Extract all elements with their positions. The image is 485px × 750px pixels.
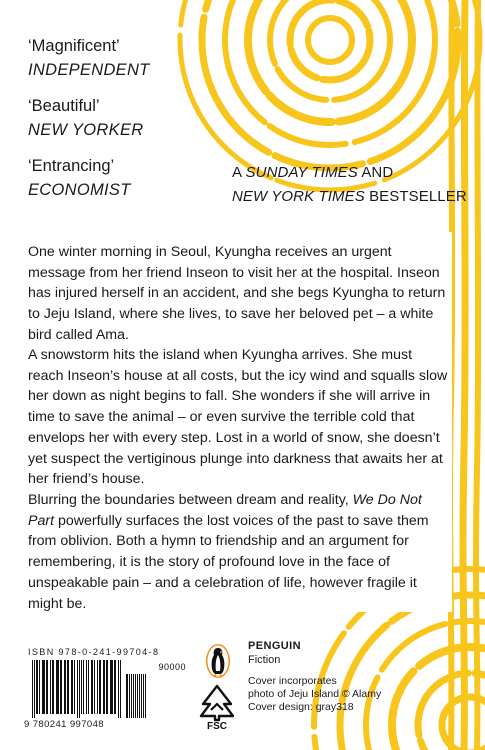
barcode-bar [81, 660, 82, 714]
tagline-line-2: NEW YORK TIMES BESTSELLER [232, 188, 467, 205]
stripe [476, 0, 478, 750]
ring [290, 0, 370, 80]
barcode-bar [129, 674, 130, 718]
tagline-line-1: A SUNDAY TIMES AND [232, 164, 394, 181]
barcode-bar [99, 660, 101, 714]
barcode-bar [39, 660, 40, 714]
quote-text: ‘Beautiful’ [28, 97, 100, 115]
fsc-wordmark: FSC [207, 721, 227, 730]
barcode-bar [71, 660, 73, 714]
barcode-bar [50, 660, 51, 714]
blurb-paragraph-3: Blurring the boundaries between dream and reality, We Do Not Part powerfully surfaces the lost voices of the past to save them from oblivion. Both a hymn to friendship and an argument for remembering, it is the story of profound love in the face of unspeakable pain – and a celebration of life, however fragile it might be. [28, 492, 429, 612]
cover-credits [248, 675, 381, 714]
spine-stripes [450, 0, 478, 750]
bestseller-tagline [232, 161, 472, 209]
quote-text: ‘Magnificent’ [28, 37, 120, 55]
quote-source: ECONOMIST [28, 181, 131, 199]
barcode-bar [137, 674, 138, 718]
barcode-bar [32, 660, 33, 718]
barcode-bar [139, 674, 140, 718]
barcode-bar [36, 660, 38, 714]
barcode-bar [141, 674, 142, 718]
ean-digits: 9 780241 997048 [24, 719, 104, 730]
barcode-bar [143, 674, 144, 718]
barcode-bar [56, 660, 59, 714]
barcode-bar [106, 660, 108, 714]
barcode-bar [60, 660, 62, 714]
barcode-bar [118, 660, 119, 718]
stripe [463, 0, 465, 750]
quote-text: ‘Entrancing’ [28, 157, 115, 175]
barcode-bar [86, 660, 87, 714]
barcode-bar [97, 660, 98, 714]
barcode-bar [94, 660, 95, 714]
publisher-name: PENGUIN [248, 640, 301, 652]
blurb-paragraph-2: A snowstorm hits the island when Kyungha arrives. She must reach Inseon’s house at all costs, but the icy wind and squalls slow her down as night begins to fall. She wonders if she will arrive in time to save the animal – or even survive the terrible cold that envelops her with every step. Lost in a world of snow, she doesn’t yet suspect the vertiginous plunge into darkness that awaits her at her friend’s house. [28, 347, 448, 488]
genre-label: Fiction [248, 654, 281, 666]
barcode-bar [126, 674, 128, 718]
barcode-bar [67, 660, 69, 714]
barcode-bar [83, 660, 84, 714]
review-quote-2 [28, 96, 143, 140]
blurb-paragraph-1: One winter morning in Seoul, Kyungha receives an urgent message from her friend Inseon to visit her at the hospital. Inseon has injured herself in an accident, and she begs Kyungha to return to Jeju Island, where she lives, to save her beloved pet – a white bird called Ama. [28, 244, 446, 343]
barcode-bar [103, 660, 105, 714]
quote-source: INDEPENDENT [28, 61, 150, 79]
barcode-bar [77, 660, 78, 718]
credit-line: photo of Jeju Island © Alamy [248, 688, 382, 700]
barcode-bar [133, 674, 134, 718]
barcode-bar [135, 674, 136, 718]
credit-line: Cover design: gray318 [248, 701, 354, 713]
barcode-bar [120, 660, 121, 718]
barcode-bar [114, 660, 116, 714]
fsc-tree-icon [199, 684, 235, 730]
review-quote-3 [28, 156, 131, 200]
barcode-bar [64, 660, 66, 714]
book-title: We Do Not Part [28, 492, 422, 529]
isbn-number: ISBN 978-0-241-99704-8 [28, 647, 160, 657]
barcode-bar [88, 660, 89, 714]
barcode-bar [42, 660, 45, 714]
quote-source: NEW YORKER [28, 121, 144, 139]
ring [308, 18, 352, 62]
barcode-bar [46, 660, 48, 714]
penguin-icon [205, 643, 231, 679]
barcode-bar [52, 660, 54, 714]
barcode-bar [34, 660, 35, 718]
barcode-bar [91, 660, 93, 714]
barcode-bar [110, 660, 113, 714]
barcode [28, 660, 200, 720]
barcode-bar [131, 674, 132, 718]
barcode-bar [79, 660, 80, 718]
barcode-bar [145, 674, 146, 718]
addon-digits: 90000 [158, 662, 186, 672]
barcode-bar [74, 660, 75, 714]
tree-check [211, 704, 223, 710]
review-quote-1 [28, 36, 150, 80]
credit-line: Cover incorporates [248, 675, 337, 687]
